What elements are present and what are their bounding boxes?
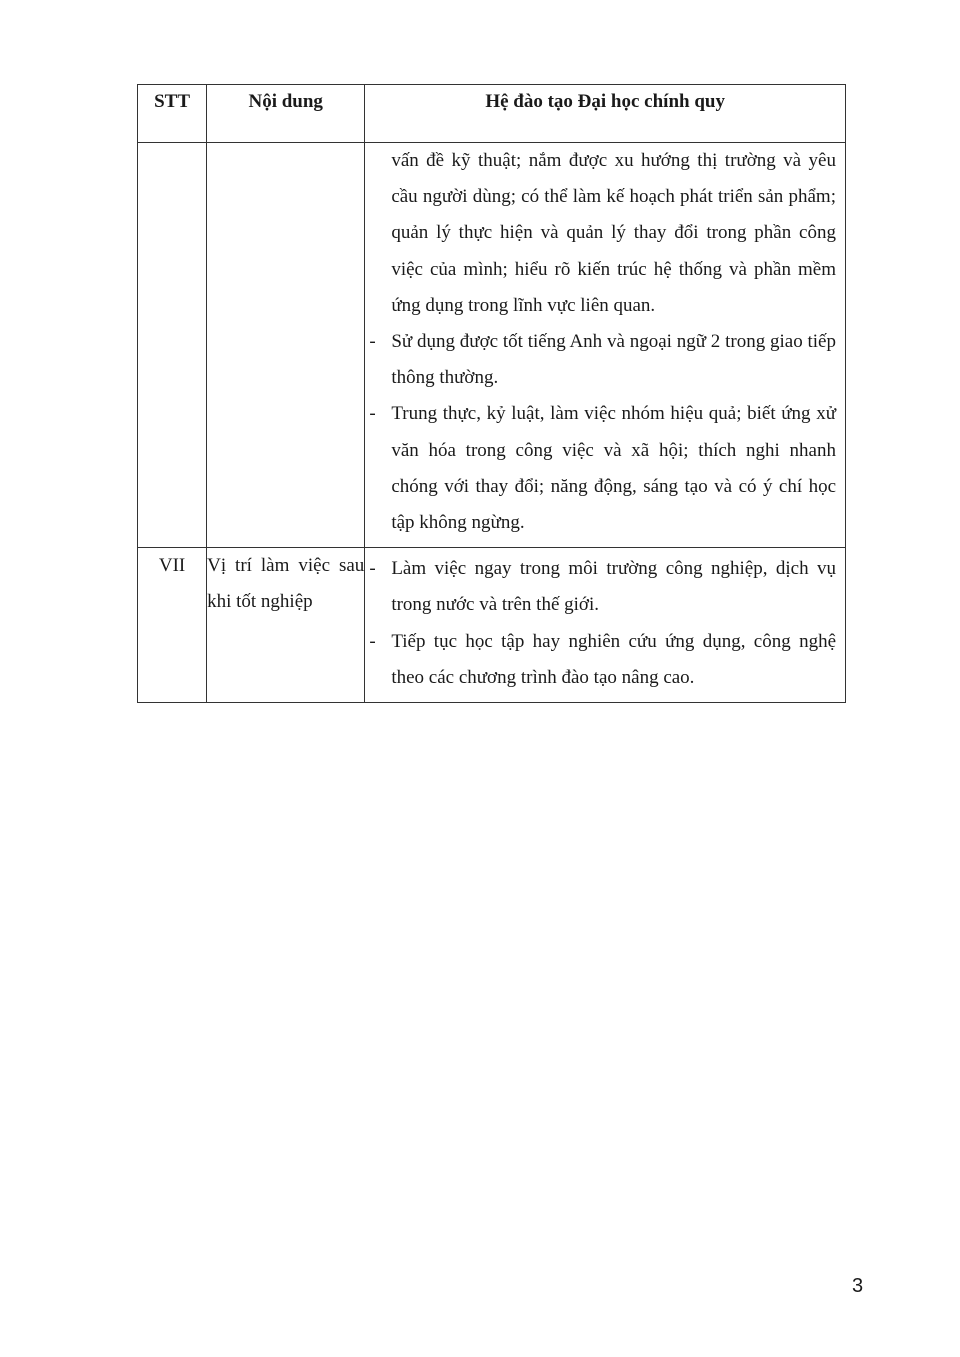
continuation-text: vấn đề kỹ thuật; nắm được xu hướng thị trường và yêu cầu người dùng; có thể làm kế hoạch phát triển sản phẩm; quản lý thực hiện và quản lý thay đổi trong phần công việc của mình; hiểu rõ kiến trúc hệ thống và phần mềm ứng dụng trong lĩnh vực liên quan. bbox=[391, 150, 836, 316]
list-item bbox=[365, 624, 845, 696]
header-he-dao-tao: Hệ đào tạo Đại học chính quy bbox=[365, 85, 846, 143]
noi-dung-cell-empty bbox=[207, 143, 365, 548]
bullet-list bbox=[365, 551, 845, 696]
table-header-row bbox=[138, 85, 846, 143]
bullet-list bbox=[365, 324, 845, 541]
dash-bullet-icon: - bbox=[369, 331, 376, 353]
dash-bullet-icon: - bbox=[369, 630, 376, 652]
dash-bullet-icon: - bbox=[369, 558, 376, 580]
noi-dung-cell bbox=[207, 548, 365, 703]
stt-cell-empty bbox=[138, 143, 207, 548]
noi-dung-text: Vị trí làm việc sau khi tốt nghiệp bbox=[207, 555, 365, 613]
list-item-text: Làm việc ngay trong môi trường công nghiệp, dịch vụ trong nước và trên thế giới. bbox=[391, 558, 836, 616]
page-number: 3 bbox=[852, 1275, 864, 1297]
he-dao-tao-cell bbox=[365, 548, 846, 703]
header-noi-dung: Nội dung bbox=[207, 85, 365, 143]
list-item bbox=[365, 324, 845, 396]
list-item-text: Sử dụng được tốt tiếng Anh và ngoại ngữ 2 trong giao tiếp thông thường. bbox=[391, 331, 836, 389]
dash-bullet-icon: - bbox=[369, 403, 376, 425]
table-row bbox=[138, 548, 846, 703]
list-item bbox=[365, 396, 845, 541]
stt-cell: VII bbox=[138, 548, 207, 703]
list-item-text: Tiếp tục học tập hay nghiên cứu ứng dụng, công nghệ theo các chương trình đào tạo nâng cao. bbox=[391, 630, 836, 688]
header-stt: STT bbox=[138, 85, 207, 143]
list-item bbox=[365, 551, 845, 623]
list-item-text: Trung thực, kỷ luật, làm việc nhóm hiệu quả; biết ứng xử văn hóa trong công việc và xã hội; thích nghi nhanh chóng với thay đổi; năng động, sáng tạo và có ý chí học tập không ngừng. bbox=[391, 403, 836, 534]
curriculum-table bbox=[137, 84, 846, 703]
he-dao-tao-cell bbox=[365, 143, 846, 548]
table-row bbox=[138, 143, 846, 548]
